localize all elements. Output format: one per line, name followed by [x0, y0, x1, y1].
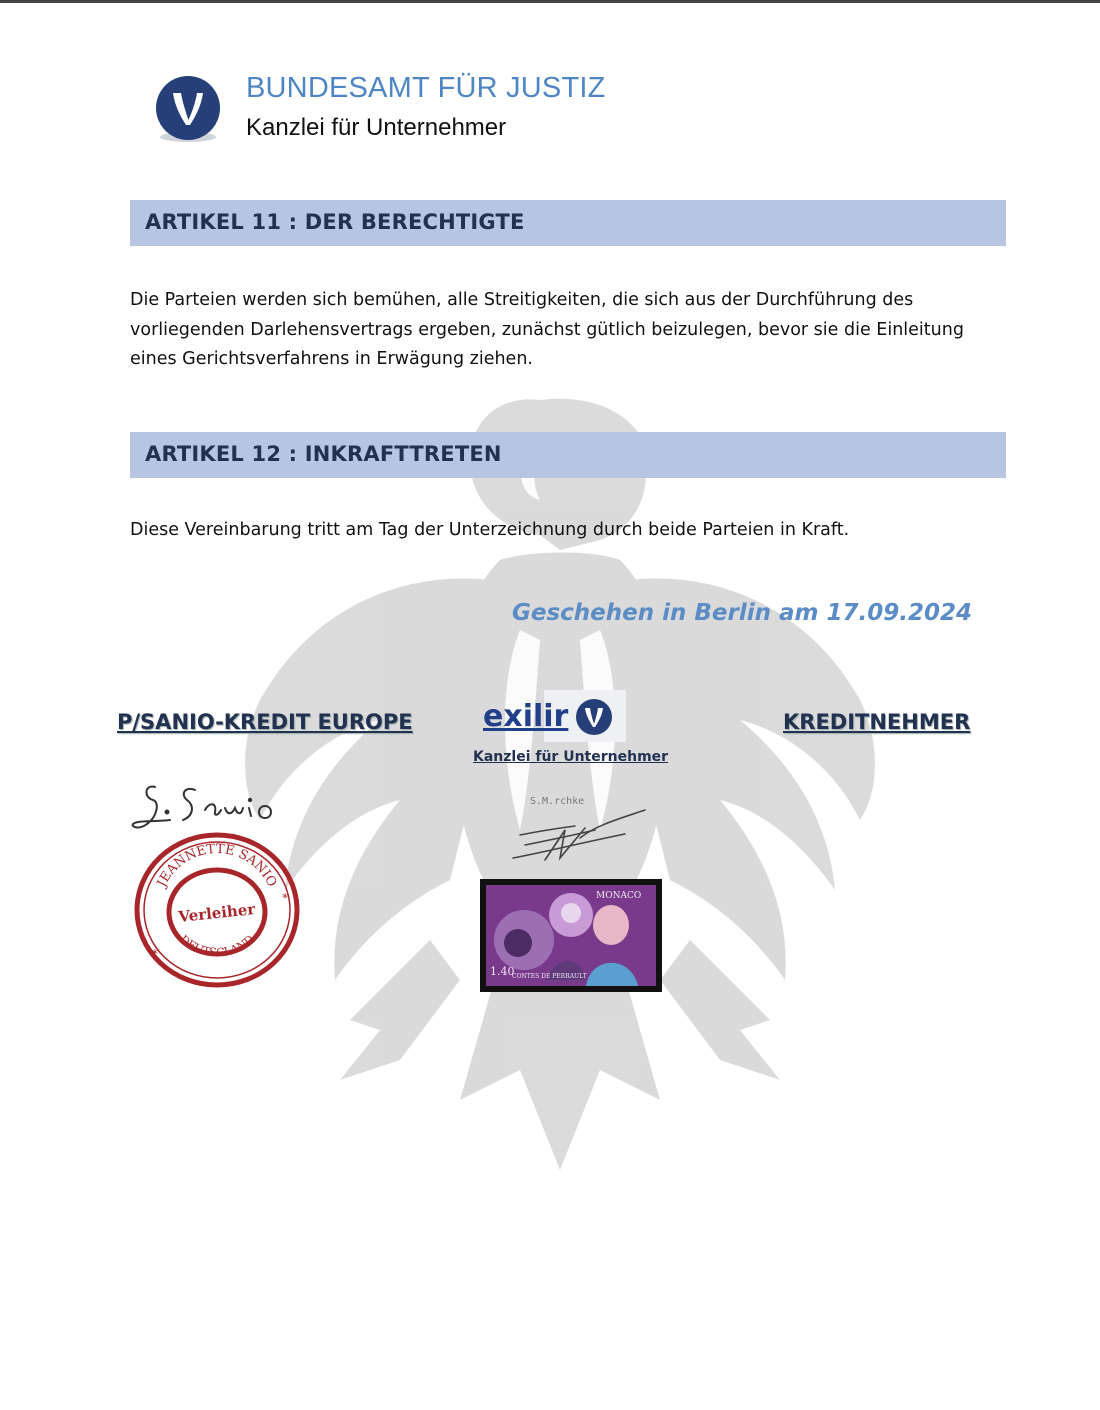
exilir-subtitle: Kanzlei für Unternehmer	[473, 749, 669, 765]
lender-party-name: P/SANIO-KREDIT EUROPE	[117, 710, 413, 734]
article-11-text: Die Parteien werden sich bemühen, alle Streitigkeiten, die sich aus der Durchführung des vorliegenden Darlehensvertrags ergeben, zunächst gütlich beizulegen, bevor sie die Einleitung eines Gerichtsverfahrens in Erwägung ziehen.	[130, 290, 964, 369]
v-circle-logo-icon	[153, 75, 223, 145]
stamp-country: MONACO	[596, 891, 642, 901]
seal-bottom-text: DEUTSCLAND	[177, 932, 257, 960]
exilir-brand: exilir	[483, 699, 569, 734]
postage-stamp-image	[486, 885, 656, 986]
place-date: Geschehen in Berlin am 17.09.2024	[511, 600, 972, 626]
org-title: BUNDESAMT FÜR JUSTIZ	[246, 72, 606, 104]
article-12-heading: ARTIKEL 12 : INKRAFTTRETEN	[145, 442, 502, 466]
lender-seal	[132, 830, 302, 990]
article-11-heading: ARTIKEL 11 : DER BERECHTIGTE	[145, 210, 525, 234]
article-12-heading-bar	[130, 432, 1006, 478]
middle-signature	[505, 790, 655, 870]
borrower-party-name: KREDITNEHMER	[783, 710, 971, 734]
federal-eagle-icon	[200, 380, 960, 1180]
article-11-heading-bar	[130, 200, 1006, 246]
postage-stamp	[480, 879, 662, 992]
org-subtitle: Kanzlei für Unternehmer	[246, 114, 507, 141]
svg-text:DEUTSCLAND	[177, 933, 256, 960]
stamp-value: 1.40	[490, 965, 515, 978]
seal-star-right: *	[282, 891, 288, 905]
exilir-v-logo-icon	[575, 698, 613, 736]
seal-top-text: JEANNETTE SANIO	[154, 841, 280, 890]
top-border	[0, 0, 1100, 3]
seal-star-left: *	[152, 947, 158, 961]
stamp-caption: CONTES DE PERRAULT	[512, 973, 587, 980]
seal-center-text: Verleiher	[177, 900, 257, 926]
article-12-text: Diese Vereinbarung tritt am Tag der Unterzeichnung durch beide Parteien in Kraft.	[130, 520, 850, 540]
middle-signature-name: S.M.rchke	[530, 796, 585, 807]
